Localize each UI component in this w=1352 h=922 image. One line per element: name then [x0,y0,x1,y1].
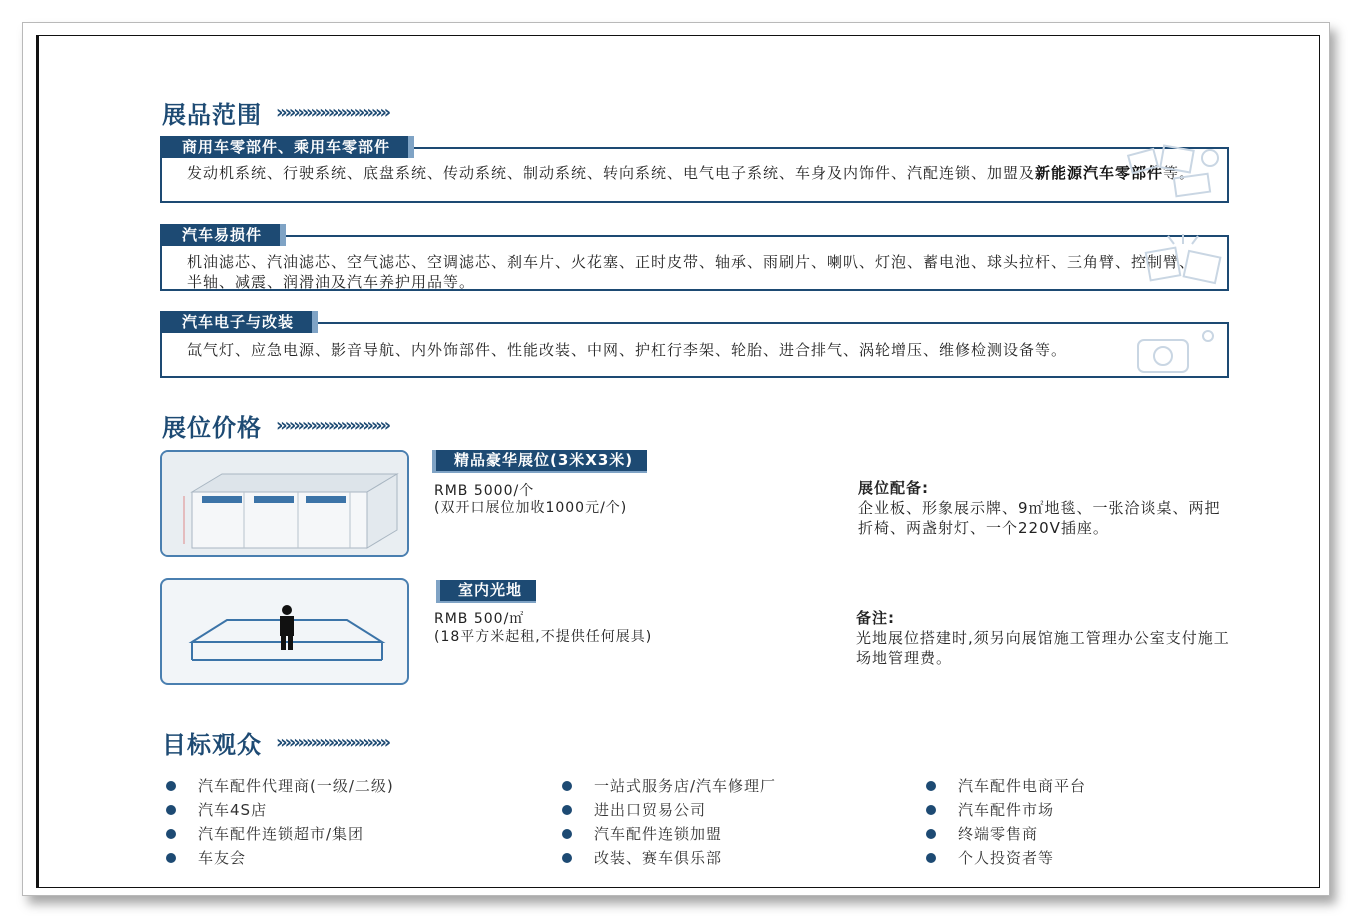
audience-item [562,847,722,868]
audience-label: 汽车配件市场 [958,801,1055,819]
audience-label: 车友会 [198,849,247,867]
raw-space-illustration-icon [162,580,407,683]
bullet-icon [166,853,176,863]
bullet-icon [562,781,572,791]
audience-label: 汽车配件电商平台 [958,777,1087,795]
booth-tag-raw: 室内光地 [436,580,536,603]
chevron-arrows-icon: »»»»»»»»»»»»» [276,732,389,753]
scope-title: 展品范围 [162,101,262,129]
bullet-icon [562,853,572,863]
raw-space-note-heading: 备注: [856,609,895,627]
category-label-3: 汽车电子与改装 [160,311,318,333]
section-title-price [162,408,388,443]
audience-label: 终端零售商 [958,825,1039,843]
audience-item [166,775,394,796]
booth-price-note-raw: (18平方米起租,不提供任何展具) [434,629,653,645]
audience-label: 汽车配件连锁超市/集团 [198,825,365,843]
category-text-2 [187,252,1207,292]
bullet-icon [926,829,936,839]
bullet-icon [166,805,176,815]
category-label-2: 汽车易损件 [160,224,286,246]
bullet-icon [562,805,572,815]
bullet-icon [926,805,936,815]
audience-item [166,847,246,868]
category-text-1-bold: 新能源汽车零部件 [1035,164,1164,182]
raw-space-note-body: 光地展位搭建时,须另向展馆施工管理办公室支付施工场地管理费。 [856,629,1230,667]
booth-equipment-heading: 展位配备: [858,479,929,497]
category-text-1-end: 等。 [1163,164,1196,182]
section-title-scope [162,95,388,130]
booth-tag-standard: 精品豪华展位(3米X3米) [432,450,647,473]
booth-price-note-standard: (双开口展位加收1000元/个) [434,500,628,516]
audience-label: 个人投资者等 [958,849,1055,867]
bullet-icon [926,853,936,863]
audience-item [166,799,267,820]
chevron-arrows-icon: »»»»»»»»»»»»» [276,102,389,123]
category-text-2-main: 机油滤芯、汽油滤芯、空气滤芯、空调滤芯、刹车片、火花塞、正时皮带、轴承、雨刷片、喇叭、灯泡、蓄电池、球头拉杆、三角臂、控制臂、半轴、减震、润滑油及汽车养护用品等。 [187,253,1196,291]
audience-label: 改装、赛车俱乐部 [594,849,723,867]
raw-space-image [160,578,409,685]
bullet-icon [166,781,176,791]
booth-price-standard: RMB 5000/个 [434,483,535,499]
chevron-arrows-icon: »»»»»»»»»»»»» [276,415,389,436]
booth-illustration-icon [162,452,407,555]
price-title: 展位价格 [162,414,262,442]
booth-price-raw: RMB 500/㎡ [434,611,525,627]
bullet-icon [166,829,176,839]
audience-label: 汽车配件连锁加盟 [594,825,723,843]
electronics-illustration-icon [1128,322,1228,377]
audience-item [562,799,706,820]
audience-label: 进出口贸易公司 [594,801,707,819]
audience-item [562,775,776,796]
audience-title: 目标观众 [162,731,262,759]
raw-space-note [856,608,1231,668]
audience-item [926,847,1054,868]
category-label-1: 商用车零部件、乘用车零部件 [160,136,414,158]
section-title-audience [162,725,388,760]
bullet-icon [926,781,936,791]
audience-label: 汽车配件代理商(一级/二级) [198,777,394,795]
category-text-3 [187,340,1207,360]
booth-equipment-note [858,478,1233,538]
audience-item [166,823,364,844]
parts-illustration-icon [1120,142,1225,200]
audience-item [926,823,1038,844]
audience-item [926,775,1086,796]
standard-booth-image [160,450,409,557]
category-text-1 [187,163,1207,183]
audience-item [562,823,722,844]
wear-parts-illustration-icon [1128,232,1228,290]
category-text-3-main: 氙气灯、应急电源、影音导航、内外饰部件、性能改装、中网、护杠行李架、轮胎、进合排气、涡轮增压、维修检测设备等。 [187,341,1068,359]
bullet-icon [562,829,572,839]
audience-item [926,799,1054,820]
booth-equipment-body: 企业板、形象展示牌、9㎡地毯、一张洽谈桌、两把折椅、两盏射灯、一个220V插座。 [858,499,1221,537]
audience-label: 汽车4S店 [198,801,268,819]
category-text-1-main: 发动机系统、行驶系统、底盘系统、传动系统、制动系统、转向系统、电气电子系统、车身及内饰件、汽配连锁、加盟及 [187,164,1036,182]
audience-label: 一站式服务店/汽车修理厂 [594,777,777,795]
